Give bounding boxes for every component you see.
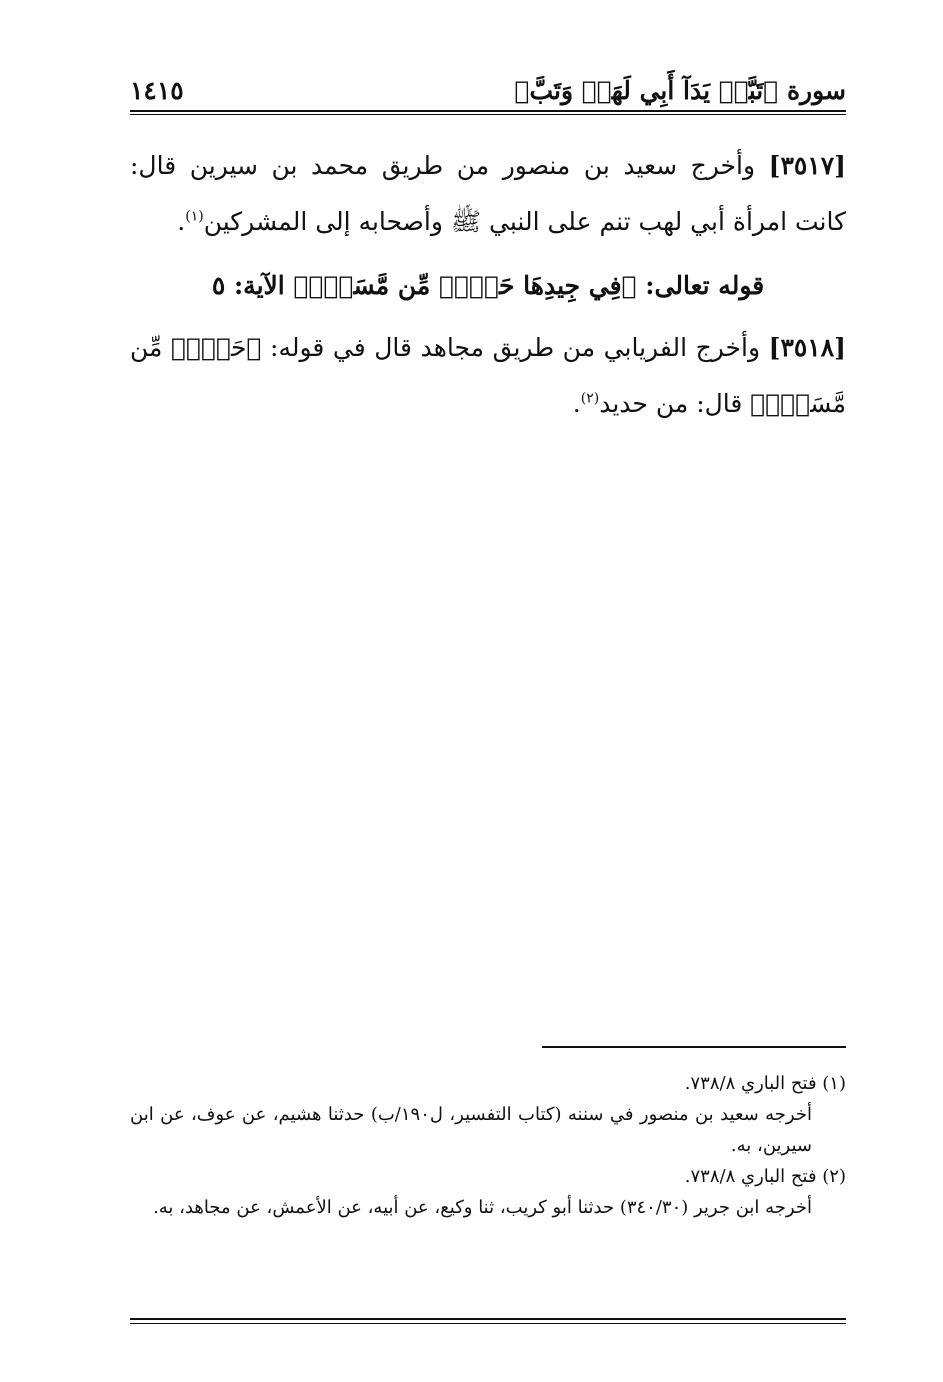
page-number: ١٤١٥ — [130, 76, 184, 105]
footnote-2 — [130, 1161, 846, 1223]
paragraph-3518 — [130, 320, 846, 432]
footnote-text: أخرجه ابن جرير (٣٤٠/٣٠) حدثنا أبو كريب، ثنا وكيع، عن أبيه، عن الأعمش، عن مجاهد، به. — [153, 1197, 812, 1218]
footnote-source: (٢) فتح الباري ٧٣٨/٨. — [684, 1166, 846, 1187]
surah-title: سورة ﴿تَبَّتۡ يَدَآ أَبِي لَهَبٖ وَتَبَّ﴾ — [514, 76, 846, 105]
bottom-rule — [130, 1318, 846, 1320]
narration-text: وأخرج سعيد بن منصور من طريق محمد بن سيرين قال: كانت امرأة أبي لهب تنم على النبي ﷺ وأصحابه إلى المشركين — [130, 151, 846, 236]
narration-text: وأخرج الفريابي من طريق مجاهد قال في قوله: ﴿حَبۡلٞ مِّن مَّسَدِۭ﴾ قال: من حديد — [130, 333, 846, 418]
sentence-end: . — [177, 207, 186, 236]
verse-heading: قوله تعالى: ﴿فِي جِيدِهَا حَبۡلٞ مِّن مَّسَدِۭ﴾ الآية: ٥ — [211, 271, 765, 300]
narration-number: [٣٥١٧] — [768, 151, 846, 180]
sentence-end: . — [572, 389, 581, 418]
footnote-marker: (١) — [185, 208, 204, 225]
main-text — [130, 138, 846, 432]
bottom-rule-thin — [130, 1323, 846, 1324]
footnote-text: أخرجه سعيد بن منصور في سننه (كتاب التفسير، ل١٩٠/ب) حدثنا هشيم، عن عوف، عن ابن سيرين، به. — [130, 1104, 812, 1156]
footnote-marker: (٢) — [580, 390, 600, 407]
paragraph-3517 — [130, 138, 846, 250]
footnote-1 — [130, 1068, 846, 1161]
footnote-source: (١) فتح الباري ٧٣٨/٨. — [684, 1073, 846, 1094]
footnotes — [130, 1068, 846, 1223]
header-rule-thin — [130, 114, 846, 115]
running-header — [130, 72, 846, 108]
header-rule — [130, 110, 846, 112]
footnote-separator — [542, 1046, 846, 1048]
narration-number: [٣٥١٨] — [768, 333, 846, 362]
